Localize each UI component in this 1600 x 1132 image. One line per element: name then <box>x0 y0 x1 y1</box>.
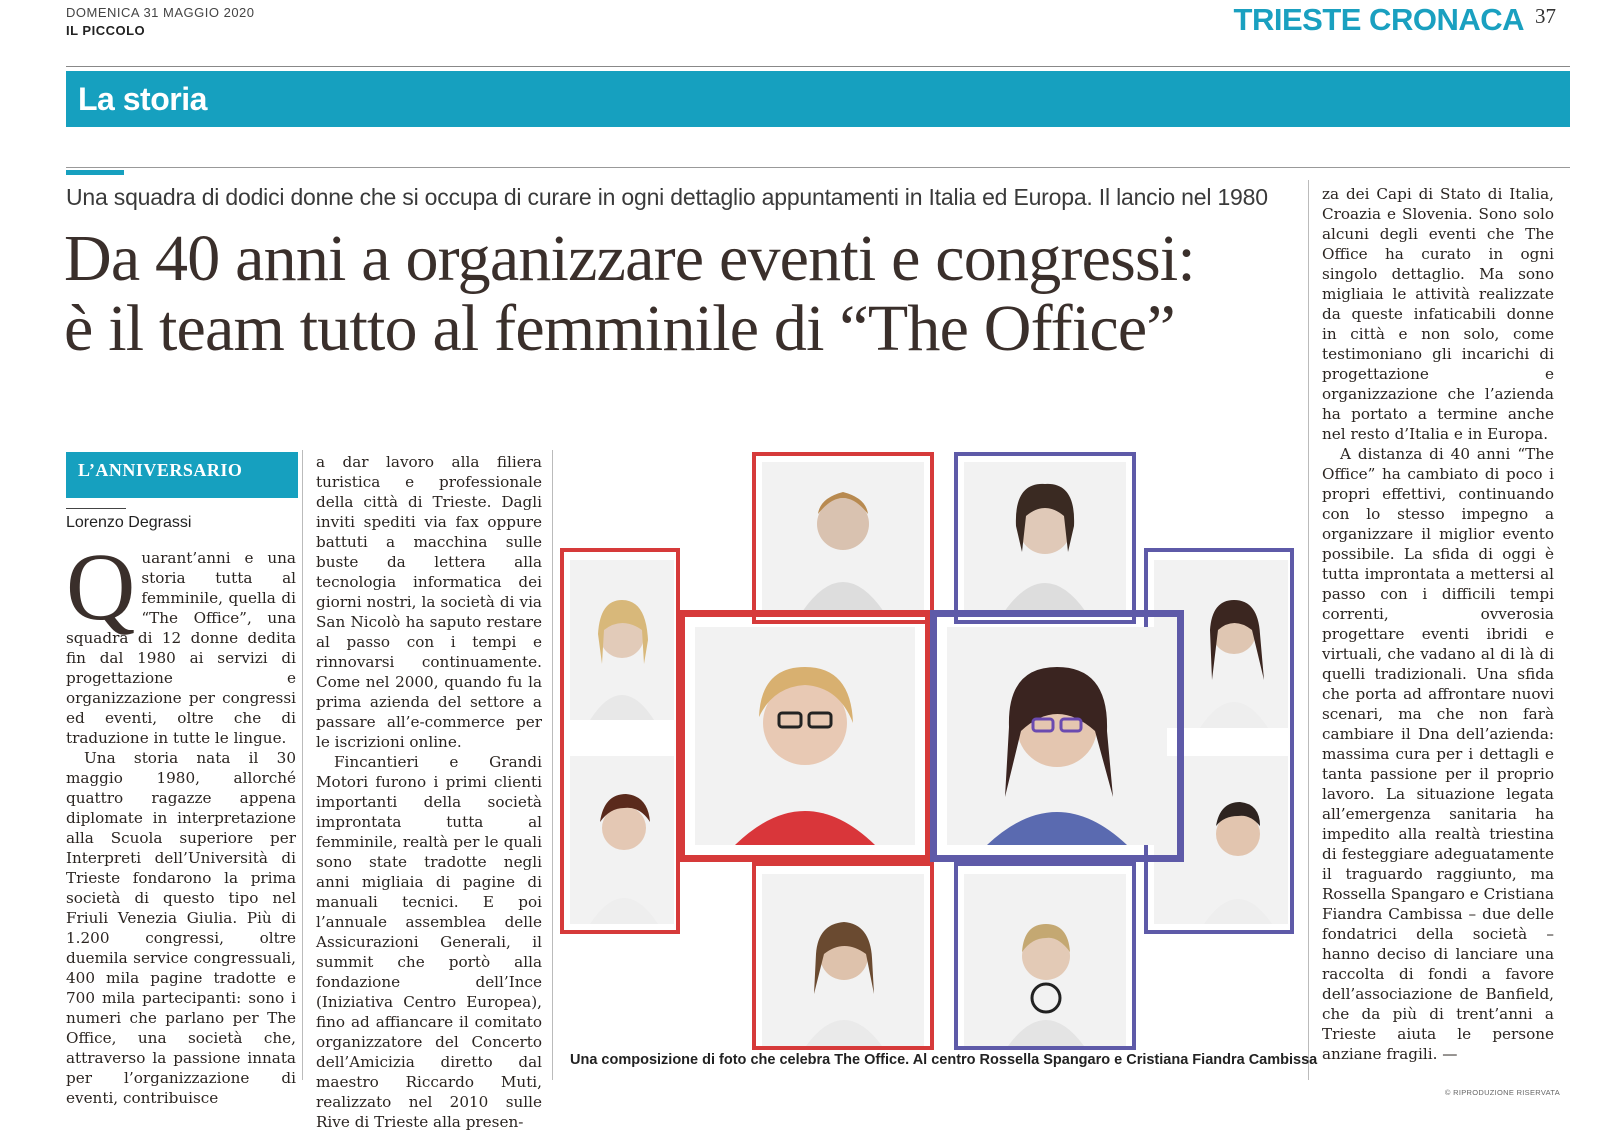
photo-caption: Una composizione di foto che celebra The Office. Al centro Rossella Spangaro e Cristiana Fiandra Cambissa <box>570 1052 1318 1068</box>
section-title: TRIESTE CRONACA <box>1233 2 1524 37</box>
text-column-4 <box>1322 184 1554 1064</box>
text-column-1 <box>66 533 296 1108</box>
portrait-icon <box>947 627 1167 845</box>
column-rule-2 <box>552 450 553 1080</box>
divider-rule <box>66 167 1570 168</box>
col1-paragraph-2: Una storia nata il 30 maggio 1980, allorché quattro ragazze appena diplomate in interpretazione alla Scuola superiore per Interpreti dell’Università di Trieste fondarono la prima società di questo tipo nel Friuli Venezia Giulia. Più di 1.200 congressi, oltre duemila service congressuali, 400 mila pagine tradotte e 700 mila partecipanti: sono i numeri che parlano per The Office, una società che, attraverso la passione innata per l’organizzazione di eventi, contribuisce <box>66 749 296 1107</box>
col2-paragraph-1: a dar lavoro alla filiera turistica e professionale della città di Trieste. Dagli inviti spediti via fax oppure battuti a macchina sulle buste da lettera alla tecnologia informatica dei giorni nostri, la società di via San Nicolò ha saputo restare al passo con i tempi e rinnovarsi continuamente. Come nel 2000, quando fu la prima azienda del settore a passare all’e-commerce per le iscrizioni online. <box>316 453 542 751</box>
portrait-icon <box>695 627 915 845</box>
byline-rule <box>66 508 126 509</box>
accent-bar <box>66 170 124 175</box>
column-rule-3 <box>1308 180 1309 1080</box>
tag-label: L’ANNIVERSARIO <box>78 460 243 480</box>
portrait-photo <box>762 874 924 1046</box>
col4-paragraph-1: za dei Capi di Stato di Italia, Croazia e Slovenia. Sono solo alcuni degli eventi che The Office ha curato in ogni singolo dettaglio. Ma sono migliaia le attività realizzate da queste infaticabili donne in città e non solo, come testimoniano gli incarichi di progettazione e organizzazione che l’azienda ha portato a termine anche nel resto d’Italia e in Europa. <box>1322 185 1554 443</box>
article-headline <box>64 224 1334 364</box>
frame-red-top <box>752 452 934 624</box>
dropcap: Q <box>66 533 136 640</box>
portrait-icon <box>762 462 924 614</box>
portrait-photo <box>964 462 1126 614</box>
byline: Lorenzo Degrassi <box>66 514 192 531</box>
headline-line-2: è il team tutto al femminile di “The Office” <box>64 292 1175 365</box>
column-rule-1 <box>302 450 303 1080</box>
portrait-photo <box>695 627 915 845</box>
portrait-icon <box>964 462 1126 614</box>
portrait-photo <box>570 560 674 720</box>
anniversary-tag <box>66 452 298 498</box>
frame-blue-center <box>930 610 1184 862</box>
section-banner <box>66 71 1570 127</box>
col1-paragraph-1: uarant’anni e una storia tutta al femminile, quella di “The Office”, una squadra di 12 donne dedita fin dal 1980 ai servizi di progettazione e organizzazione per congressi ed eventi, oltre che di traduzione in tutte le lingue. <box>66 549 296 747</box>
portrait-photo <box>762 462 924 614</box>
article-kicker: Una squadra di dodici donne che si occupa di curare in ogni dettaglio appuntamenti in Italia ed Europa. Il lancio nel 1980 <box>66 184 1268 210</box>
portrait-icon <box>570 756 674 924</box>
col4-paragraph-2: A distanza di 40 anni “The Office” ha cambiato di poco i propri effettivi, continuando con lo stesso impegno a organizzare il miglior evento possibile. La sfida di oggi è tutta improntata a mettersi al passo con i difficili tempi correnti, ovverosia progettare eventi ibridi e virtuali, che vadano al di là di quelli tradizionali. Una sfida che porta ad affrontare nuovi scenari, ma che non farà cambiare il Dna dell’azienda: massima cura per i dettagli e tanta passione per il proprio lavoro. La situazione legata all’emergenza sanitaria ha impedito alla realtà triestina di festeggiare adeguatamente il traguardo raggiunto, ma Rossella Spangaro e Cristiana Fiandra Cambissa – due delle fondatrici della società – hanno deciso di lanciare una raccolta di fondi a favore dell’associazione de Banfield, che da più di trent’anni a Trieste aiuta le persone anziane fragili. — <box>1322 445 1554 1063</box>
frame-blue-top <box>954 452 1136 624</box>
copyright-note: © RIPRODUZIONE RISERVATA <box>1444 1088 1560 1097</box>
masthead-left <box>66 4 255 40</box>
frame-red-center <box>678 610 932 862</box>
headline-line-1: Da 40 anni a organizzare eventi e congressi: <box>64 222 1195 295</box>
frame-red-bottom <box>752 862 934 1050</box>
col2-paragraph-2: Fincantieri e Grandi Motori furono i primi clienti importanti della società improntata tutta al femminile, realtà per le quali sono state tradotte negli anni migliaia di pagine di manuali tecnici. E poi l’annuale assemblea delle Assicurazioni Generali, il summit che portò alla fondazione dell’Ince (Iniziativa Centro Europea), fino ad affiancare il comitato organizzatore del Concerto dell’Amicizia diretto dal maestro Riccardo Muti, realizzato nel 2010 sulle Rive di Trieste alla presen- <box>316 753 542 1131</box>
photo-composition <box>570 452 1300 1050</box>
portrait-icon <box>964 874 1126 1046</box>
portrait-photo <box>947 627 1167 845</box>
text-column-2 <box>316 452 542 1132</box>
portrait-icon <box>570 560 674 720</box>
portrait-photo <box>570 756 674 924</box>
portrait-photo <box>964 874 1126 1046</box>
banner-label: La storia <box>78 81 207 117</box>
frame-red-left <box>560 548 680 934</box>
newspaper-name: IL PICCOLO <box>66 23 146 38</box>
issue-date: DOMENICA 31 MAGGIO 2020 <box>66 5 255 20</box>
top-rule <box>66 66 1570 67</box>
frame-blue-bottom <box>954 862 1136 1050</box>
page-number: 37 <box>1535 4 1556 28</box>
portrait-icon <box>762 874 924 1046</box>
